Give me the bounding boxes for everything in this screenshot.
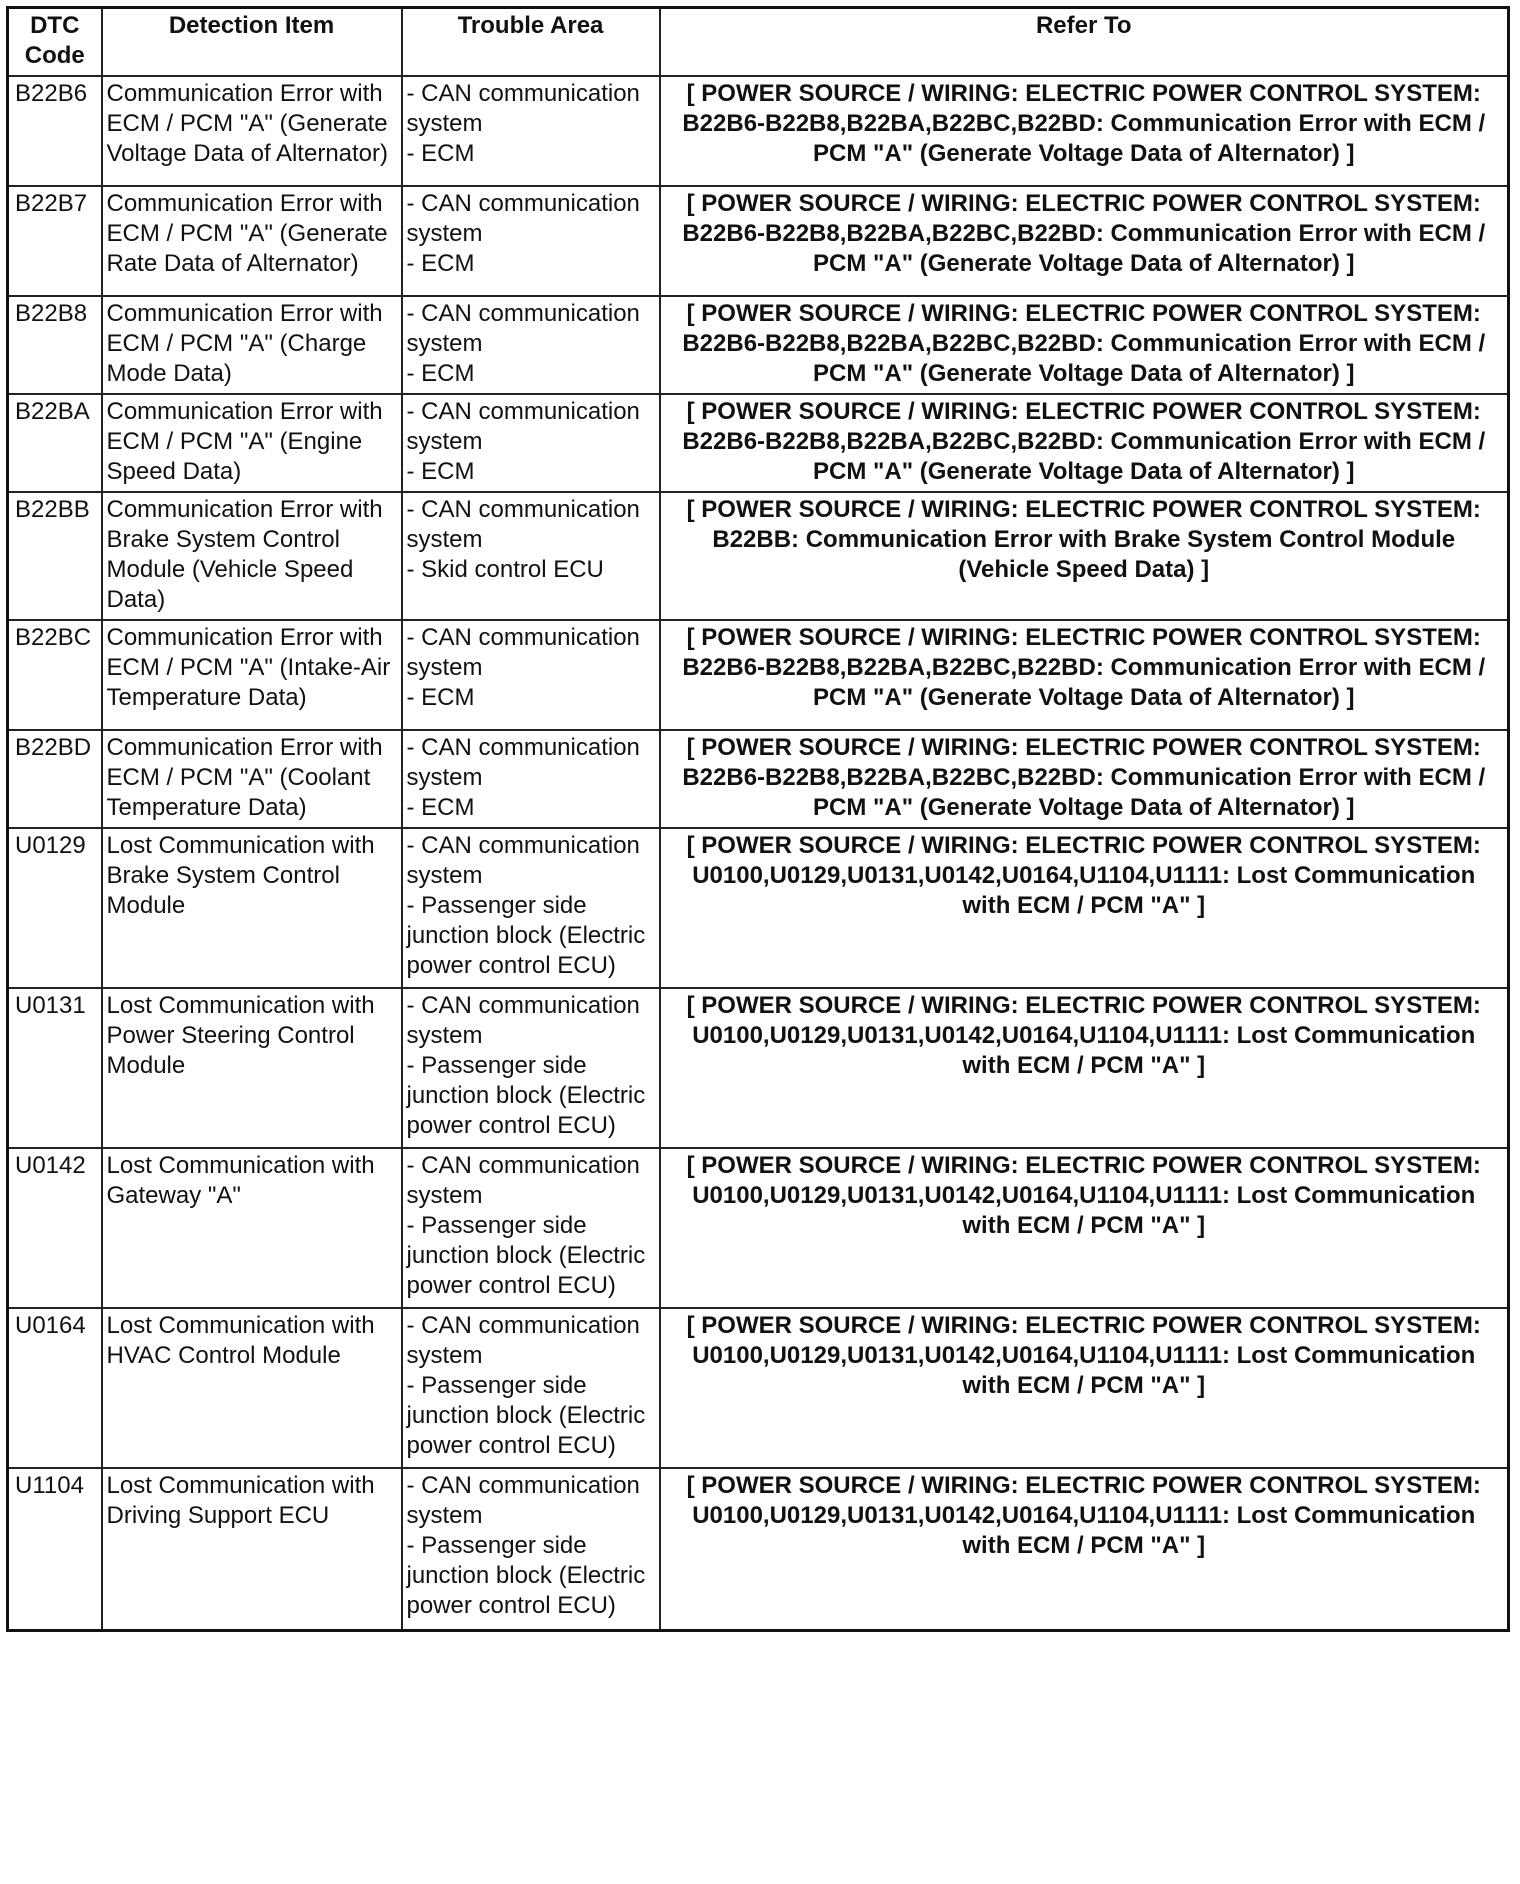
dtc-code-cell: B22BD xyxy=(8,730,102,828)
detection-item-cell: Communication Error with Brake System Control Module (Vehicle Speed Data) xyxy=(102,492,402,620)
table-header xyxy=(8,8,1509,77)
table-row xyxy=(8,620,1509,730)
refer-to-link[interactable]: [ POWER SOURCE / WIRING: ELECTRIC POWER CONTROL SYSTEM: U0100,U0129,U0131,U0142,U0164,U1104,U1111: Lost Communication with ECM / PCM "A" ] xyxy=(660,1308,1509,1468)
header-detection-item: Detection Item xyxy=(102,8,402,77)
trouble-area-item: - Skid control ECU xyxy=(406,556,604,583)
trouble-area-item: - CAN communication system xyxy=(406,992,640,1049)
trouble-area-item: - ECM xyxy=(406,794,475,821)
trouble-area-cell xyxy=(402,492,660,620)
trouble-area-cell xyxy=(402,620,660,730)
detection-item-cell: Lost Communication with Gateway "A" xyxy=(102,1148,402,1308)
trouble-area-cell xyxy=(402,186,660,296)
trouble-area-cell xyxy=(402,828,660,988)
refer-to-link[interactable]: [ POWER SOURCE / WIRING: ELECTRIC POWER CONTROL SYSTEM: B22B6-B22B8,B22BA,B22BC,B22BD: Communication Error with ECM / PCM "A" (Generate Voltage Data of Alternator) ] xyxy=(660,394,1509,492)
header-dtc-code xyxy=(8,8,102,77)
detection-item-cell: Lost Communication with Power Steering Control Module xyxy=(102,988,402,1148)
trouble-area-item: - ECM xyxy=(406,458,475,485)
trouble-area-item: - Passenger side junction block (Electric power control ECU) xyxy=(406,1532,646,1619)
trouble-area-item: - CAN communication system xyxy=(406,832,640,889)
trouble-area-item: - CAN communication system xyxy=(406,624,640,681)
trouble-area-item: - CAN communication system xyxy=(406,1152,640,1209)
trouble-area-item: - CAN communication system xyxy=(406,1472,640,1529)
trouble-area-cell xyxy=(402,394,660,492)
table-row xyxy=(8,1308,1509,1468)
dtc-code-cell: U0129 xyxy=(8,828,102,988)
trouble-area-item: - ECM xyxy=(406,140,475,167)
refer-to-link[interactable]: [ POWER SOURCE / WIRING: ELECTRIC POWER CONTROL SYSTEM: U0100,U0129,U0131,U0142,U0164,U1104,U1111: Lost Communication with ECM / PCM "A" ] xyxy=(660,988,1509,1148)
dtc-code-cell: U0164 xyxy=(8,1308,102,1468)
header-refer-to: Refer To xyxy=(660,8,1509,77)
trouble-area-cell xyxy=(402,1468,660,1630)
table-body xyxy=(8,76,1509,1630)
trouble-area-item: - ECM xyxy=(406,360,475,387)
header-dtc-code-line2: Code xyxy=(24,42,85,69)
trouble-area-item: - Passenger side junction block (Electric power control ECU) xyxy=(406,1212,646,1299)
header-row xyxy=(8,8,1509,77)
detection-item-cell: Communication Error with ECM / PCM "A" (Generate Rate Data of Alternator) xyxy=(102,186,402,296)
table-row xyxy=(8,1148,1509,1308)
table-row xyxy=(8,76,1509,186)
trouble-area-cell xyxy=(402,988,660,1148)
header-trouble-area: Trouble Area xyxy=(402,8,660,77)
refer-to-link[interactable]: [ POWER SOURCE / WIRING: ELECTRIC POWER CONTROL SYSTEM: B22B6-B22B8,B22BA,B22BC,B22BD: Communication Error with ECM / PCM "A" (Generate Voltage Data of Alternator) ] xyxy=(660,730,1509,828)
detection-item-cell: Communication Error with ECM / PCM "A" (Intake-Air Temperature Data) xyxy=(102,620,402,730)
trouble-area-item: - CAN communication system xyxy=(406,300,640,357)
dtc-code-cell: B22BC xyxy=(8,620,102,730)
dtc-code-cell: B22BB xyxy=(8,492,102,620)
detection-item-cell: Communication Error with ECM / PCM "A" (Coolant Temperature Data) xyxy=(102,730,402,828)
dtc-code-cell: U0142 xyxy=(8,1148,102,1308)
dtc-code-cell: B22B7 xyxy=(8,186,102,296)
trouble-area-item: - CAN communication system xyxy=(406,1312,640,1369)
dtc-code-cell: B22B6 xyxy=(8,76,102,186)
detection-item-cell: Communication Error with ECM / PCM "A" (Generate Voltage Data of Alternator) xyxy=(102,76,402,186)
trouble-area-item: - Passenger side junction block (Electric power control ECU) xyxy=(406,1052,646,1139)
trouble-area-cell xyxy=(402,730,660,828)
trouble-area-cell xyxy=(402,76,660,186)
trouble-area-item: - CAN communication system xyxy=(406,80,640,137)
trouble-area-item: - CAN communication system xyxy=(406,190,640,247)
dtc-code-cell: B22BA xyxy=(8,394,102,492)
trouble-area-cell xyxy=(402,1308,660,1468)
table-row xyxy=(8,186,1509,296)
table-row xyxy=(8,988,1509,1148)
trouble-area-item: - ECM xyxy=(406,684,475,711)
refer-to-link[interactable]: [ POWER SOURCE / WIRING: ELECTRIC POWER CONTROL SYSTEM: B22BB: Communication Error with Brake System Control Module (Vehicle Speed Data) ] xyxy=(660,492,1509,620)
trouble-area-item: - ECM xyxy=(406,250,475,277)
detection-item-cell: Communication Error with ECM / PCM "A" (Charge Mode Data) xyxy=(102,296,402,394)
trouble-area-cell xyxy=(402,296,660,394)
refer-to-link[interactable]: [ POWER SOURCE / WIRING: ELECTRIC POWER CONTROL SYSTEM: B22B6-B22B8,B22BA,B22BC,B22BD: Communication Error with ECM / PCM "A" (Generate Voltage Data of Alternator) ] xyxy=(660,620,1509,730)
detection-item-cell: Communication Error with ECM / PCM "A" (Engine Speed Data) xyxy=(102,394,402,492)
table-row xyxy=(8,730,1509,828)
trouble-area-item: - Passenger side junction block (Electric power control ECU) xyxy=(406,1372,646,1459)
table-row xyxy=(8,394,1509,492)
detection-item-cell: Lost Communication with HVAC Control Module xyxy=(102,1308,402,1468)
detection-item-cell: Lost Communication with Brake System Control Module xyxy=(102,828,402,988)
table-row xyxy=(8,1468,1509,1630)
detection-item-cell: Lost Communication with Driving Support ECU xyxy=(102,1468,402,1630)
trouble-area-cell xyxy=(402,1148,660,1308)
trouble-area-item: - CAN communication system xyxy=(406,734,640,791)
trouble-area-item: - CAN communication system xyxy=(406,496,640,553)
refer-to-link[interactable]: [ POWER SOURCE / WIRING: ELECTRIC POWER CONTROL SYSTEM: U0100,U0129,U0131,U0142,U0164,U1104,U1111: Lost Communication with ECM / PCM "A" ] xyxy=(660,1468,1509,1630)
table-row xyxy=(8,492,1509,620)
table-row xyxy=(8,296,1509,394)
dtc-table xyxy=(6,6,1510,1632)
dtc-code-cell: U1104 xyxy=(8,1468,102,1630)
dtc-code-cell: B22B8 xyxy=(8,296,102,394)
refer-to-link[interactable]: [ POWER SOURCE / WIRING: ELECTRIC POWER CONTROL SYSTEM: B22B6-B22B8,B22BA,B22BC,B22BD: Communication Error with ECM / PCM "A" (Generate Voltage Data of Alternator) ] xyxy=(660,186,1509,296)
table-row xyxy=(8,828,1509,988)
refer-to-link[interactable]: [ POWER SOURCE / WIRING: ELECTRIC POWER CONTROL SYSTEM: B22B6-B22B8,B22BA,B22BC,B22BD: Communication Error with ECM / PCM "A" (Generate Voltage Data of Alternator) ] xyxy=(660,296,1509,394)
trouble-area-item: - Passenger side junction block (Electric power control ECU) xyxy=(406,892,646,979)
refer-to-link[interactable]: [ POWER SOURCE / WIRING: ELECTRIC POWER CONTROL SYSTEM: U0100,U0129,U0131,U0142,U0164,U1104,U1111: Lost Communication with ECM / PCM "A" ] xyxy=(660,1148,1509,1308)
trouble-area-item: - CAN communication system xyxy=(406,398,640,455)
refer-to-link[interactable]: [ POWER SOURCE / WIRING: ELECTRIC POWER CONTROL SYSTEM: U0100,U0129,U0131,U0142,U0164,U1104,U1111: Lost Communication with ECM / PCM "A" ] xyxy=(660,828,1509,988)
dtc-code-cell: U0131 xyxy=(8,988,102,1148)
header-dtc-code-line1: DTC xyxy=(30,12,80,39)
refer-to-link[interactable]: [ POWER SOURCE / WIRING: ELECTRIC POWER CONTROL SYSTEM: B22B6-B22B8,B22BA,B22BC,B22BD: Communication Error with ECM / PCM "A" (Generate Voltage Data of Alternator) ] xyxy=(660,76,1509,186)
